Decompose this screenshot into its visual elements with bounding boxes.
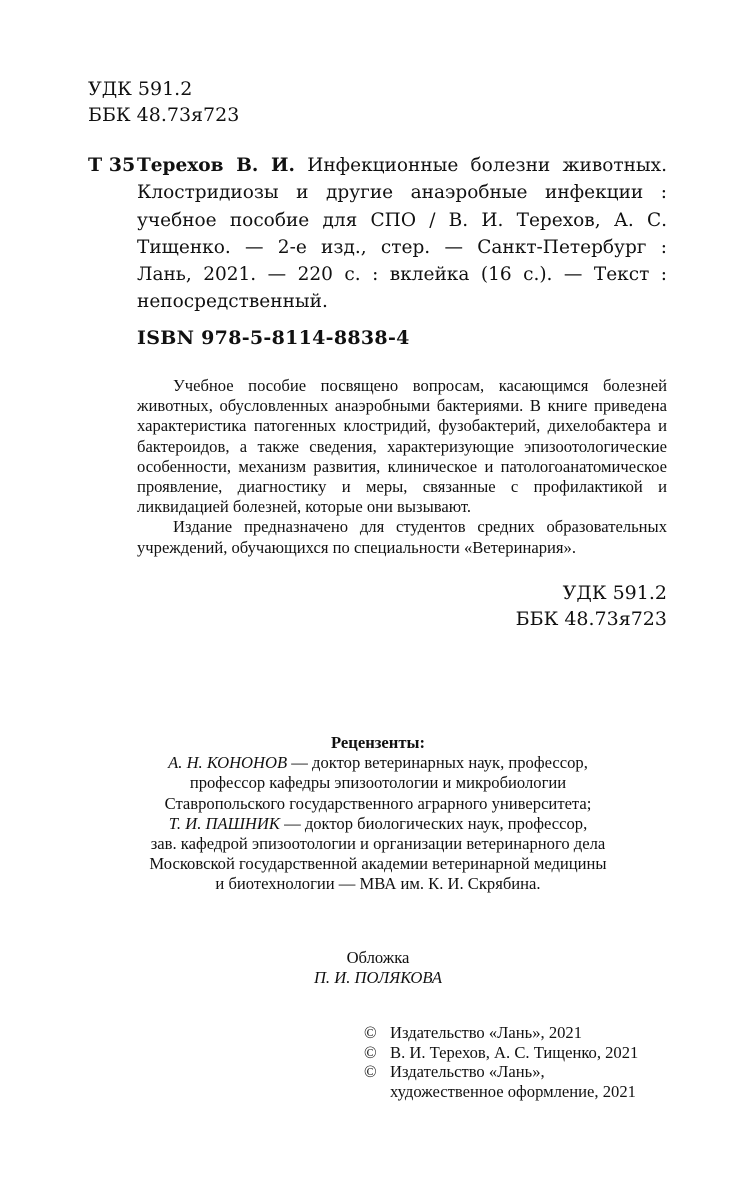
- reviewers-heading: Рецензенты:: [331, 733, 425, 752]
- copyright-icon: ©: [364, 1042, 377, 1062]
- copyright-text: В. И. Терехов, А. С. Тищенко, 2021: [390, 1042, 639, 1062]
- reviewer-line: [70, 814, 686, 834]
- author-sign: Т 35: [88, 154, 136, 176]
- reviewer-line: профессор кафедры эпизоотологии и микробиологии: [189, 773, 567, 793]
- author-name: Терехов В. И.: [137, 155, 295, 176]
- reviewers-block: [70, 733, 686, 895]
- bibliographic-record: [137, 152, 667, 316]
- copyright-text: художественное оформление, 2021: [390, 1081, 636, 1101]
- cover-credit: [70, 948, 686, 988]
- copyright-text: Издательство «Лань», 2021: [390, 1023, 583, 1042]
- cover-label: Обложка: [346, 948, 410, 967]
- reviewer-line: Ставропольского государственного аграрного университета;: [164, 793, 592, 813]
- classification-block-top: [88, 76, 239, 128]
- copyright-line: [364, 1023, 694, 1043]
- reviewer-line: зав. кафедрой эпизоотологии и организации ветеринарного дела: [150, 834, 606, 854]
- udk-code: УДК 591.2: [562, 582, 667, 604]
- reviewer-name: Т. И. ПАШНИК: [168, 813, 280, 833]
- classification-block-bottom: [516, 580, 667, 632]
- bibliographic-description: Инфекционные болезни животных. Клостридиозы и другие анаэробные инфекции : учебное пособие для СПО / В. И. Терехов, А. С. Тищенко. — 2-е изд., стер. — Санкт-Петербург : Лань, 2021. — 220 с. : вклейка (16 с.). — Текст : непосредственный.: [137, 155, 667, 313]
- copyright-line: [364, 1082, 694, 1102]
- annotation-paragraph: Издание предназначено для студентов средних образовательных учреждений, обучающихся по специальности «Ветеринария».: [137, 517, 667, 557]
- reviewer-line: Московской государственной академии ветеринарной медицины: [149, 854, 607, 874]
- annotation-paragraph: Учебное пособие посвящено вопросам, касающимся болезней животных, обусловленных анаэробными бактериями. В книге приведена характеристика патогенных клостридий, фузобактерий, дихелобактера и бактероидов, а также сведения, характеризующие эпизоотологические особенности, механизм развития, клиническое и патологоанатомическое проявление, диагностику и меры, связанные с профилактикой и ликвидацией болезней, которые они вызывают.: [137, 376, 667, 517]
- copyright-line: [364, 1043, 694, 1063]
- copyright-icon: ©: [364, 1062, 377, 1082]
- annotation: [137, 376, 667, 558]
- bbk-code: ББК 48.73я723: [515, 608, 667, 630]
- udk-code: УДК 591.2: [88, 78, 193, 100]
- cover-designer: П. И. ПОЛЯКОВА: [313, 968, 443, 987]
- copyright-notices: [364, 1023, 694, 1101]
- reviewer-title: — доктор ветеринарных наук, профессор,: [287, 753, 588, 773]
- reviewer-line: [70, 753, 686, 773]
- copyright-text: Издательство «Лань»,: [390, 1062, 545, 1082]
- bbk-code: ББК 48.73я723: [88, 104, 240, 126]
- copyright-icon: ©: [364, 1023, 377, 1042]
- reviewer-name: А. Н. КОНОНОВ: [168, 753, 288, 773]
- copyright-line: [364, 1062, 694, 1082]
- reviewer-title: — доктор биологических наук, профессор,: [279, 813, 588, 833]
- isbn: ISBN 978-5-8114-8838-4: [137, 327, 410, 349]
- reviewer-line: и биотехнологии — МВА им. К. И. Скрябина.: [215, 874, 541, 894]
